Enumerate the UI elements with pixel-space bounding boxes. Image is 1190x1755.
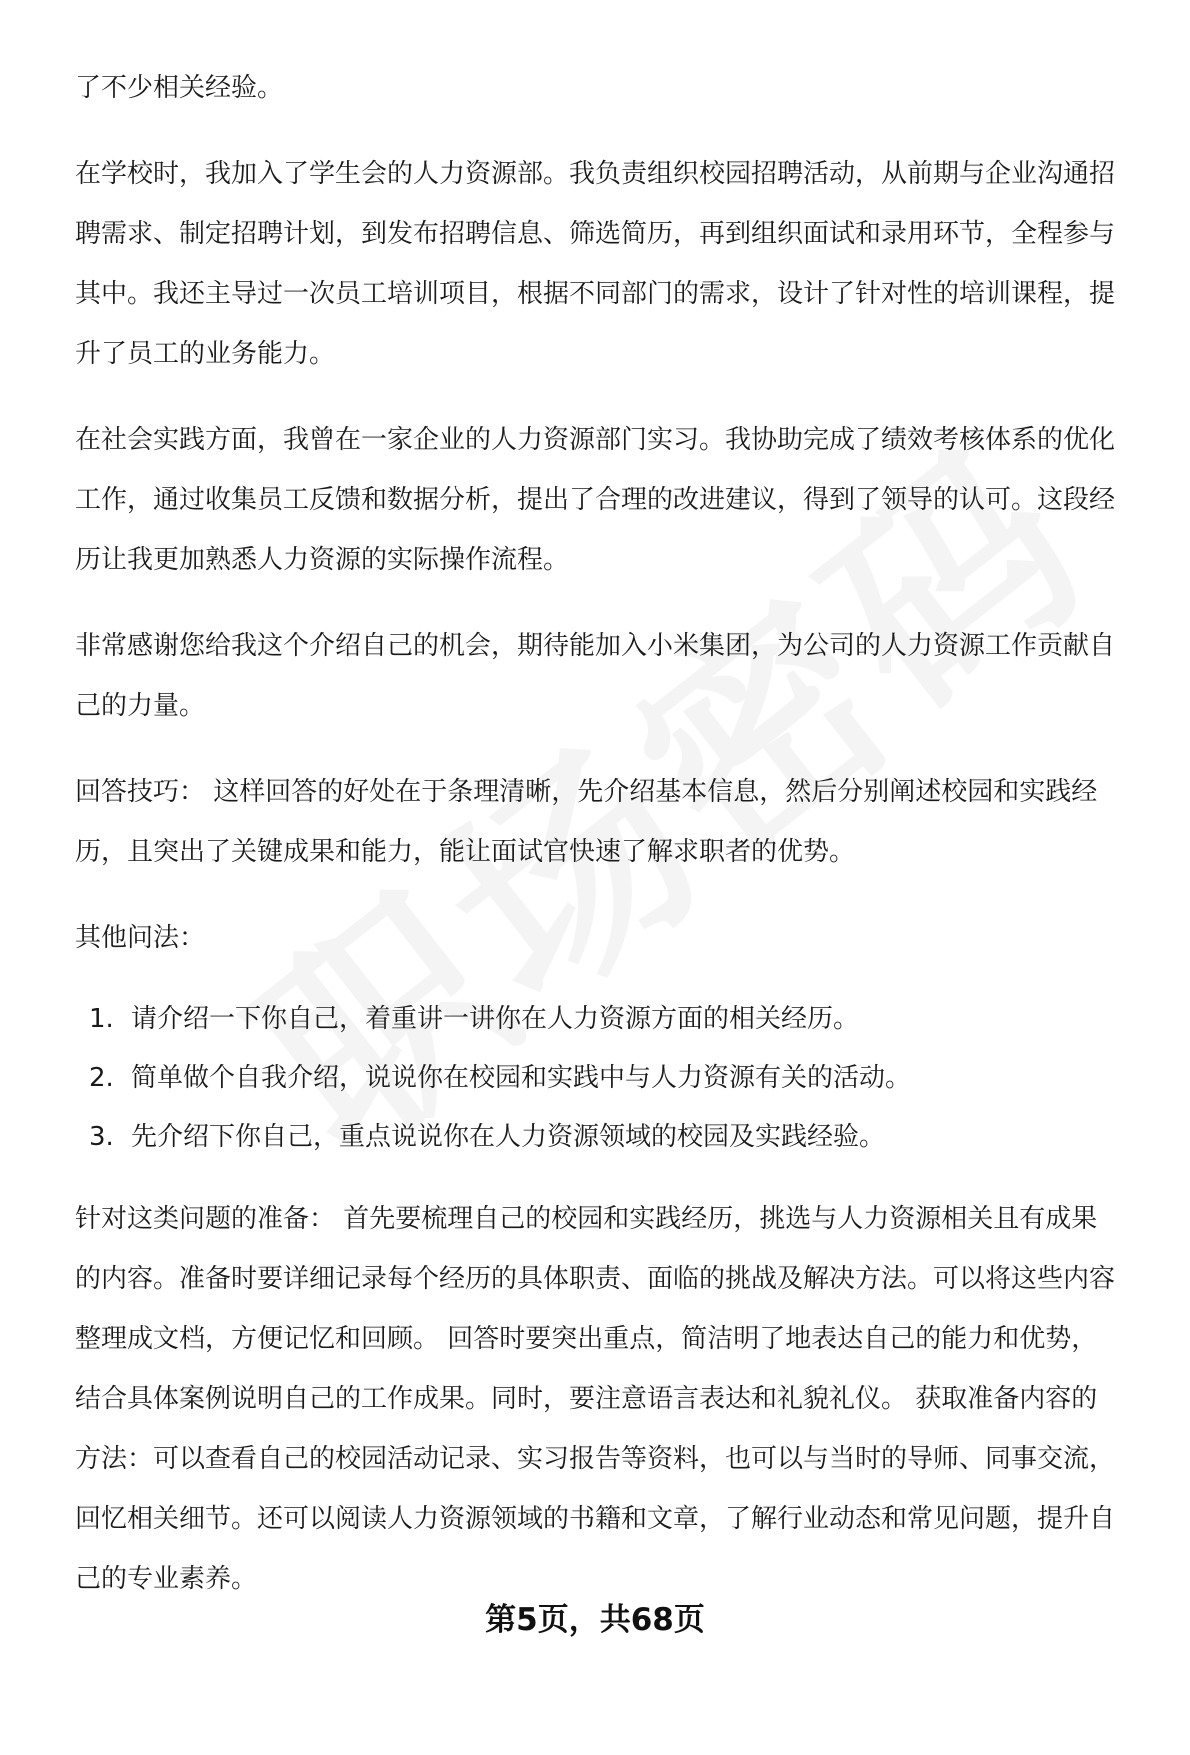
list-item — [89, 990, 1120, 1049]
paragraph-answer-tips: 回答技巧： 这样回答的好处在于条理清晰，先介绍基本信息，然后分别阐述校园和实践经历，且突出了关键成果和能力，能让面试官快速了解求职者的优势。 — [75, 777, 1098, 867]
paragraph-practice-experience: 在社会实践方面，我曾在一家企业的人力资源部门实习。我协助完成了绩效考核体系的优化工作，通过收集员工反馈和数据分析，提出了合理的改进建议，得到了领导的认可。这段经历让我更加熟悉人力资源的实际操作流程。 — [75, 425, 1116, 575]
list-number: 1. — [89, 1004, 114, 1034]
list-text: 先介绍下你自己，重点说说你在人力资源领域的校园及实践经验。 — [131, 1122, 886, 1152]
list-number: 2. — [89, 1063, 114, 1093]
paragraph-campus-experience: 在学校时，我加入了学生会的人力资源部。我负责组织校园招聘活动，从前期与企业沟通招聘需求、制定招聘计划，到发布招聘信息、筛选简历，再到组织面试和录用环节，全程参与其中。我还主导过一次员工培训项目，根据不同部门的需求，设计了针对性的培训课程，提升了员工的业务能力。 — [75, 159, 1116, 369]
page-number: 第5页，共68页 — [485, 1602, 705, 1638]
list-number: 3. — [89, 1122, 114, 1152]
document-body — [75, 58, 1120, 1609]
other-questions-heading: 其他问法： — [75, 923, 206, 953]
list-item — [89, 1108, 1120, 1167]
list-text: 简单做个自我介绍，说说你在校园和实践中与人力资源有关的活动。 — [131, 1063, 912, 1093]
paragraph-preparation: 针对这类问题的准备： 首先要梳理自己的校园和实践经历，挑选与人力资源相关且有成果的内容。准备时要详细记录每个经历的具体职责、面临的挑战及解决方法。可以将这些内容整理成文档，方便记忆和回顾。 回答时要突出重点，简洁明了地表达自己的能力和优势，结合具体案例说明自己的工作成果。同时，要注意语言表达和礼貌礼仪。 获取准备内容的方法：可以查看自己的校园活动记录、实习报告等资料，也可以与当时的导师、同事交流，回忆相关细节。还可以阅读人力资源领域的书籍和文章，了解行业动态和常见问题，提升自己的专业素养。 — [75, 1204, 1116, 1594]
list-item — [89, 1049, 1120, 1108]
paragraph-closing-thanks: 非常感谢您给我这个介绍自己的机会，期待能加入小米集团，为公司的人力资源工作贡献自己的力量。 — [75, 631, 1116, 721]
list-text: 请介绍一下你自己，着重讲一讲你在人力资源方面的相关经历。 — [131, 1004, 860, 1034]
other-questions-list — [75, 990, 1120, 1167]
paragraph-continuation: 了不少相关经验。 — [75, 73, 284, 103]
